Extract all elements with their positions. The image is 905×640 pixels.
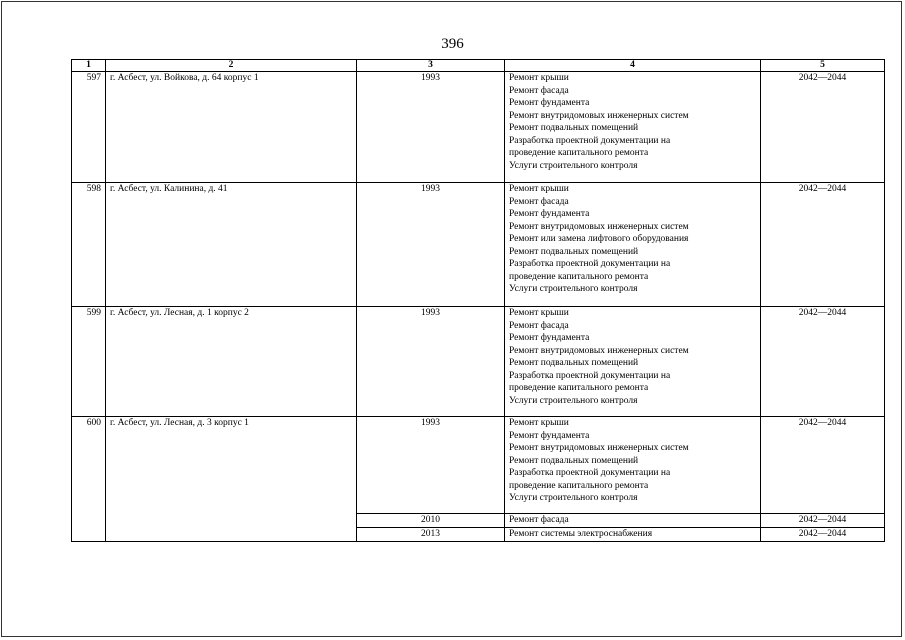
work-item: Ремонт подвальных помещений xyxy=(509,123,639,133)
row-number: 598 xyxy=(72,183,106,307)
column-header: 3 xyxy=(357,60,505,72)
work-item: проведение капитального ремонта xyxy=(509,271,649,282)
work-item: Услуги строительного контроля xyxy=(509,284,638,294)
work-item: Ремонт внутридомовых инженерных систем xyxy=(509,345,689,356)
work-item: Ремонт внутридомовых инженерных систем xyxy=(509,221,689,232)
works-table xyxy=(71,59,885,542)
row-number: 597 xyxy=(72,72,106,183)
row-period: 2042—2044 xyxy=(761,183,885,307)
subrow-year: 2010 xyxy=(357,514,505,528)
row-address: г. Асбест, ул. Лесная, д. 1 корпус 2 xyxy=(106,307,357,417)
row-number: 600 xyxy=(72,417,106,542)
work-item: Разработка проектной документации на xyxy=(509,468,671,478)
page-number: 396 xyxy=(441,36,464,52)
work-item: Ремонт фундамента xyxy=(509,209,590,219)
work-item: Ремонт фасада xyxy=(509,196,569,207)
table-header-row xyxy=(72,60,885,72)
subrow-year: 2013 xyxy=(357,528,505,542)
work-item: Ремонт или замена лифтового оборудования xyxy=(509,234,689,244)
work-item: Ремонт фундамента xyxy=(509,333,590,343)
work-item: проведение капитального ремонта xyxy=(509,148,649,158)
work-item: проведение капитального ремонта xyxy=(509,383,649,393)
column-header: 2 xyxy=(106,60,357,72)
row-year: 1993 xyxy=(357,183,505,307)
work-item: Ремонт крыши xyxy=(509,73,569,83)
column-header: 5 xyxy=(761,60,885,72)
row-number: 599 xyxy=(72,307,106,417)
work-item: Ремонт подвальных помещений xyxy=(509,358,639,368)
work-item: Разработка проектной документации на xyxy=(509,259,671,269)
work-item: Услуги строительного контроля xyxy=(509,160,638,171)
work-item: Услуги строительного контроля xyxy=(509,395,638,406)
row-works xyxy=(505,417,761,514)
row-works xyxy=(505,72,761,183)
row-year: 1993 xyxy=(357,72,505,183)
work-item: Разработка проектной документации на xyxy=(509,135,671,146)
work-item: Ремонт фундамента xyxy=(509,98,590,108)
subrow-period: 2042—2044 xyxy=(761,514,885,528)
subrow-period: 2042—2044 xyxy=(761,528,885,542)
row-address: г. Асбест, ул. Лесная, д. 3 корпус 1 xyxy=(106,417,357,542)
row-year: 1993 xyxy=(357,307,505,417)
work-item: Разработка проектной документации на xyxy=(509,370,671,381)
row-works xyxy=(505,183,761,307)
table-row xyxy=(72,417,885,514)
row-period: 2042—2044 xyxy=(761,307,885,417)
row-period: 2042—2044 xyxy=(761,72,885,183)
work-item: Ремонт фасада xyxy=(509,320,569,331)
column-header: 1 xyxy=(72,60,106,72)
work-item: Ремонт фасада xyxy=(509,85,569,96)
work-item: Ремонт крыши xyxy=(509,184,569,194)
work-item: Ремонт внутридомовых инженерных систем xyxy=(509,443,689,453)
subrow-work: Ремонт системы электроснабжения xyxy=(505,528,761,542)
column-header: 4 xyxy=(505,60,761,72)
work-item: Услуги строительного контроля xyxy=(509,493,638,503)
subrow-work: Ремонт фасада xyxy=(505,514,761,528)
work-item: Ремонт крыши xyxy=(509,418,569,428)
table-row xyxy=(72,307,885,417)
row-year: 1993 xyxy=(357,417,505,514)
table-row xyxy=(72,183,885,307)
work-item: Ремонт подвальных помещений xyxy=(509,455,639,466)
work-item: Ремонт крыши xyxy=(509,308,569,318)
work-item: проведение капитального ремонта xyxy=(509,480,649,491)
table-row xyxy=(72,72,885,183)
work-item: Ремонт внутридомовых инженерных систем xyxy=(509,110,689,121)
row-address: г. Асбест, ул. Войкова, д. 64 корпус 1 xyxy=(106,72,357,183)
work-item: Ремонт подвальных помещений xyxy=(509,246,639,257)
row-works xyxy=(505,307,761,417)
row-address: г. Асбест, ул. Калинина, д. 41 xyxy=(106,183,357,307)
row-period: 2042—2044 xyxy=(761,417,885,514)
work-item: Ремонт фундамента xyxy=(509,430,590,441)
